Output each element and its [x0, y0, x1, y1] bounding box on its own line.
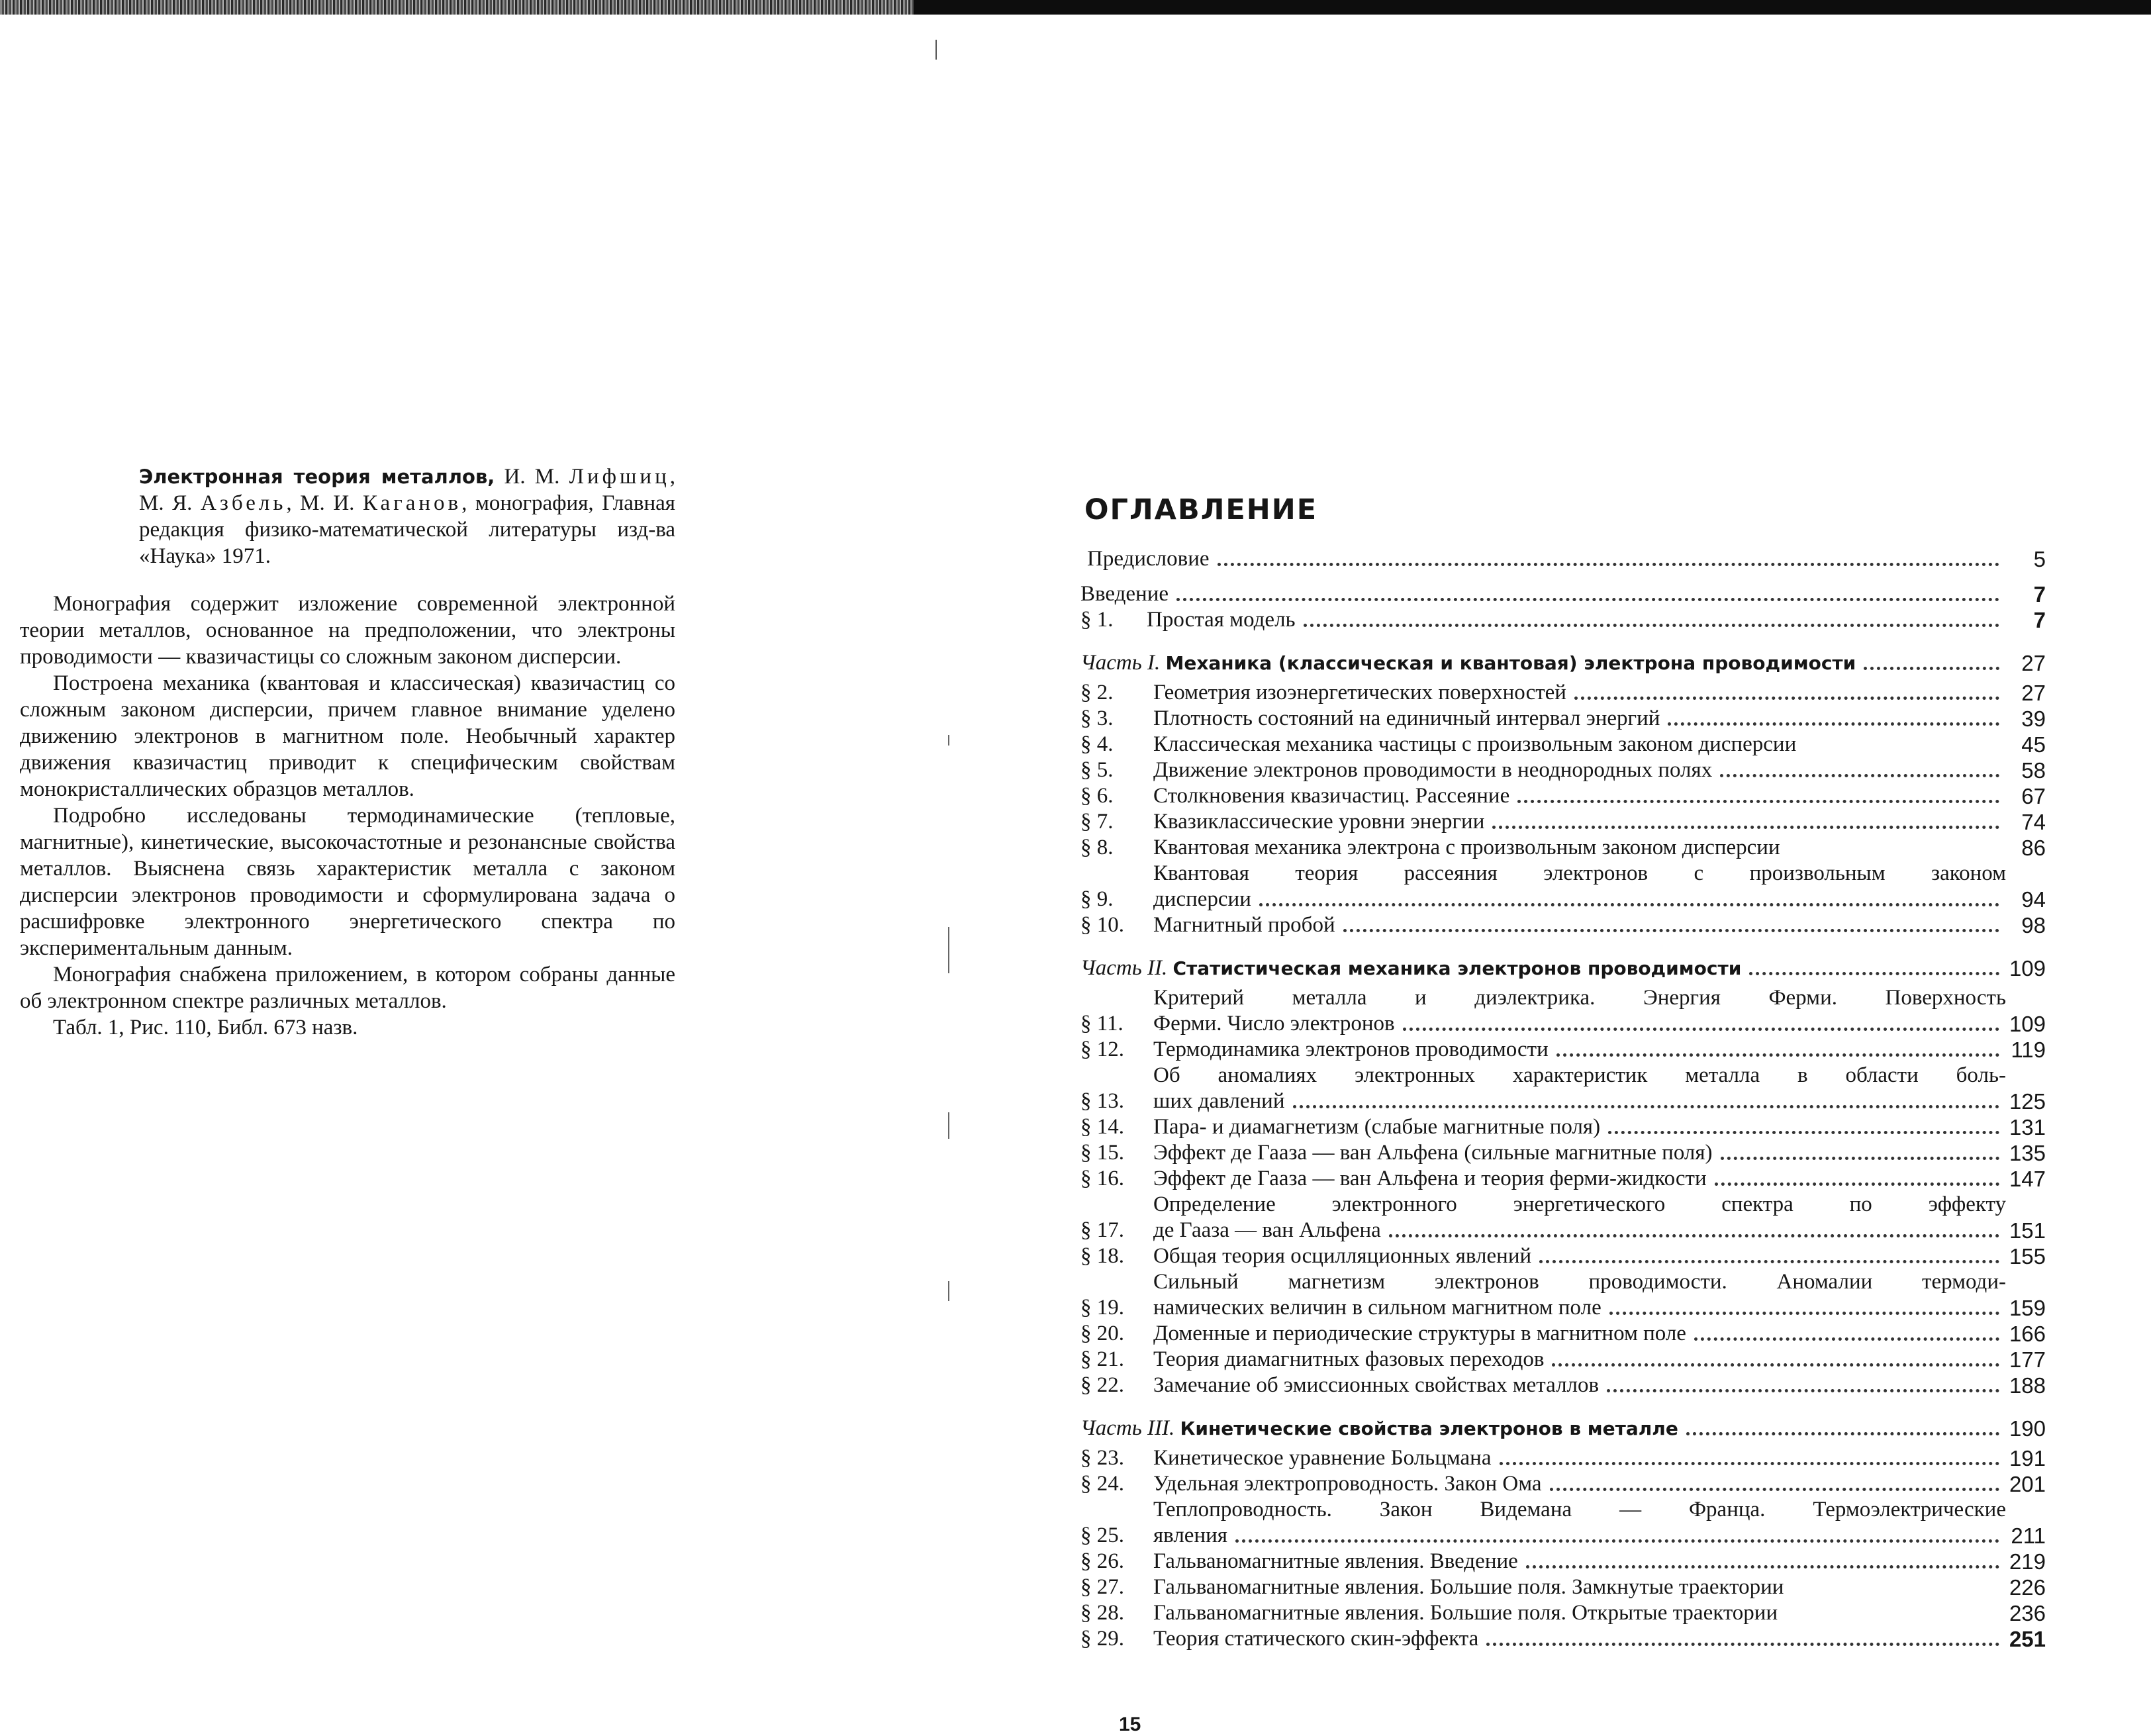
toc-title: ОГЛАВЛЕНИЕ: [1084, 493, 1318, 526]
toc-entry[interactable]: § 12. Термодинамика электронов проводимости 119: [1080, 1037, 2046, 1062]
toc-entry[interactable]: § 11. Критерий металла и диэлектрика. Энергия Ферми. Поверхность Ферми. Число электронов 109: [1080, 986, 2046, 1036]
toc-entry[interactable]: § 16. Эффект де Гааза — ван Альфена и теория ферми-жидкости 147: [1080, 1167, 2046, 1191]
author-name: Азбель: [200, 491, 287, 515]
toc-entry[interactable]: § 21. Теория диамагнитных фазовых переходов 177: [1080, 1347, 2046, 1372]
abstract: [20, 591, 675, 1041]
toc-entry[interactable]: § 10. Магнитный пробой 98: [1080, 913, 2046, 938]
toc-entry[interactable]: § 14. Пара- и диамагнетизм (слабые магнитные поля) 131: [1080, 1115, 2046, 1139]
toc-part-heading[interactable]: Часть II. Статистическая механика электронов проводимости 109: [1080, 956, 2046, 981]
scan-top-edge: [0, 0, 2151, 15]
author-name: Каганов: [362, 491, 462, 515]
toc-entry[interactable]: § 13. Об аномалиях электронных характеристик металла в области боль- ших давлений 125: [1080, 1063, 2046, 1114]
toc-entry[interactable]: § 22. Замечание об эмиссионных свойствах металлов 188: [1080, 1373, 2046, 1398]
toc-entry[interactable]: § 2. Геометрия изоэнергетических поверхностей 27: [1080, 681, 2046, 705]
toc-entry[interactable]: § 23. Кинетическое уравнение Больцмана 191: [1080, 1446, 2046, 1471]
toc-entry[interactable]: § 7. Квазиклассические уровни энергии 74: [1080, 810, 2046, 834]
toc-entry[interactable]: § 9. Квантовая теория рассеяния электронов с произвольным законом дисперсии 94: [1080, 861, 2046, 912]
toc-entry[interactable]: § 4. Классическая механика частицы с произвольным законом дисперсии 45: [1080, 732, 2046, 757]
toc-entry[interactable]: § 20. Доменные и периодические структуры в магнитном поле 166: [1080, 1322, 2046, 1346]
toc-entry[interactable]: § 17. Определение электронного энергетического спектра по эффекту де Гааза — ван Альфена 151: [1080, 1192, 2046, 1243]
table-of-contents: [1080, 493, 2046, 1652]
toc-entry-intro[interactable]: Введение 7: [1080, 582, 2046, 606]
abstract-paragraph: Построена механика (квантовая и классическая) квазичастиц со сложным законом дисперсии, причем главное внимание уделено движению электронов в магнитном поле. Необычный характер движения квазичастиц приводит к специфическим свойствам монокристаллических образцов металлов.: [20, 671, 675, 801]
toc-part2-list: [1080, 985, 2046, 1398]
toc-entry[interactable]: § 3. Плотность состояний на единичный интервал энергий 39: [1080, 706, 2046, 731]
toc-entry[interactable]: § 19. Сильный магнетизм электронов проводимости. Аномалии термоди- намических величин в сильном магнитном поле 159: [1080, 1270, 2046, 1320]
toc-part-heading[interactable]: Часть I. Механика (классическая и квантовая) электрона проводимости 27: [1080, 651, 2046, 675]
toc-entry[interactable]: § 25. Теплопроводность. Закон Видемана — Франца. Термоэлектрические явления 211: [1080, 1498, 2046, 1548]
toc-entry[interactable]: § 18. Общая теория осцилляционных явлений 155: [1080, 1244, 2046, 1269]
toc-entry[interactable]: § 6. Столкновения квазичастиц. Рассеяние 67: [1080, 784, 2046, 808]
book-title: Электронная теория металлов,: [139, 465, 495, 488]
abstract-footnote: Табл. 1, Рис. 110, Библ. 673 назв.: [53, 1016, 358, 1039]
left-page: [20, 463, 675, 1041]
toc-entry[interactable]: § 28. Гальваномагнитные явления. Большие поля. Открытые траектории 236: [1080, 1601, 2046, 1625]
scan-speck: [948, 1281, 949, 1301]
toc-entry[interactable]: § 15. Эффект де Гааза — ван Альфена (сильные магнитные поля) 135: [1080, 1141, 2046, 1165]
toc-part3-list: [1080, 1445, 2046, 1652]
abstract-paragraph: Монография содержит изложение современной электронной теории металлов, основанное на предположении, что электроны проводимости — квазичастицы со сложным законом дисперсии.: [20, 592, 675, 669]
scan-speck: [948, 735, 949, 746]
book-fold-mark: [935, 40, 937, 60]
toc-part-heading[interactable]: Часть III. Кинетические свойства электронов в металле 190: [1080, 1416, 2046, 1441]
toc-entry[interactable]: § 5. Движение электронов проводимости в неоднородных полях 58: [1080, 758, 2046, 783]
toc-part1-list: [1080, 680, 2046, 938]
toc-entry[interactable]: § 29. Теория статического скин-эффекта 251: [1080, 1627, 2046, 1651]
toc-entry[interactable]: § 1. Простая модель 7: [1080, 608, 2046, 632]
bibliographic-record: Электронная теория металлов, И. М. Лифшиц, М. Я. Азбель, М. И. Каганов, монография, Главная редакция физико-математической литературы изд-ва «Наука» 1971.: [139, 465, 675, 568]
page-number: 15: [1119, 1713, 1141, 1735]
author-name: Лифшиц: [569, 465, 670, 489]
toc-entry[interactable]: § 8. Квантовая механика электрона с произвольным законом дисперсии 86: [1080, 836, 2046, 860]
toc-entry-preface[interactable]: Предисловие 5: [1087, 547, 2046, 571]
toc-entry[interactable]: § 26. Гальваномагнитные явления. Введение 219: [1080, 1549, 2046, 1574]
scan-speck: [948, 1112, 949, 1139]
scan-speck: [948, 927, 949, 973]
abstract-paragraph: Монография снабжена приложением, в котором собраны данные об электронном спектре различных металлов.: [20, 963, 675, 1013]
toc-entry[interactable]: § 24. Удельная электропроводность. Закон Ома 201: [1080, 1472, 2046, 1496]
toc-entry[interactable]: § 27. Гальваномагнитные явления. Большие поля. Замкнутые траектории 226: [1080, 1575, 2046, 1600]
abstract-paragraph: Подробно исследованы термодинамические (тепловые, магнитные), кинетические, высокочастотные и резонансные свойства металлов. Выяснена связь характеристик металла с законом дисперсии электронов проводимости и сформулирована задача о расшифровке электронного энергетического спектра по экспериментальным данным.: [20, 804, 675, 960]
